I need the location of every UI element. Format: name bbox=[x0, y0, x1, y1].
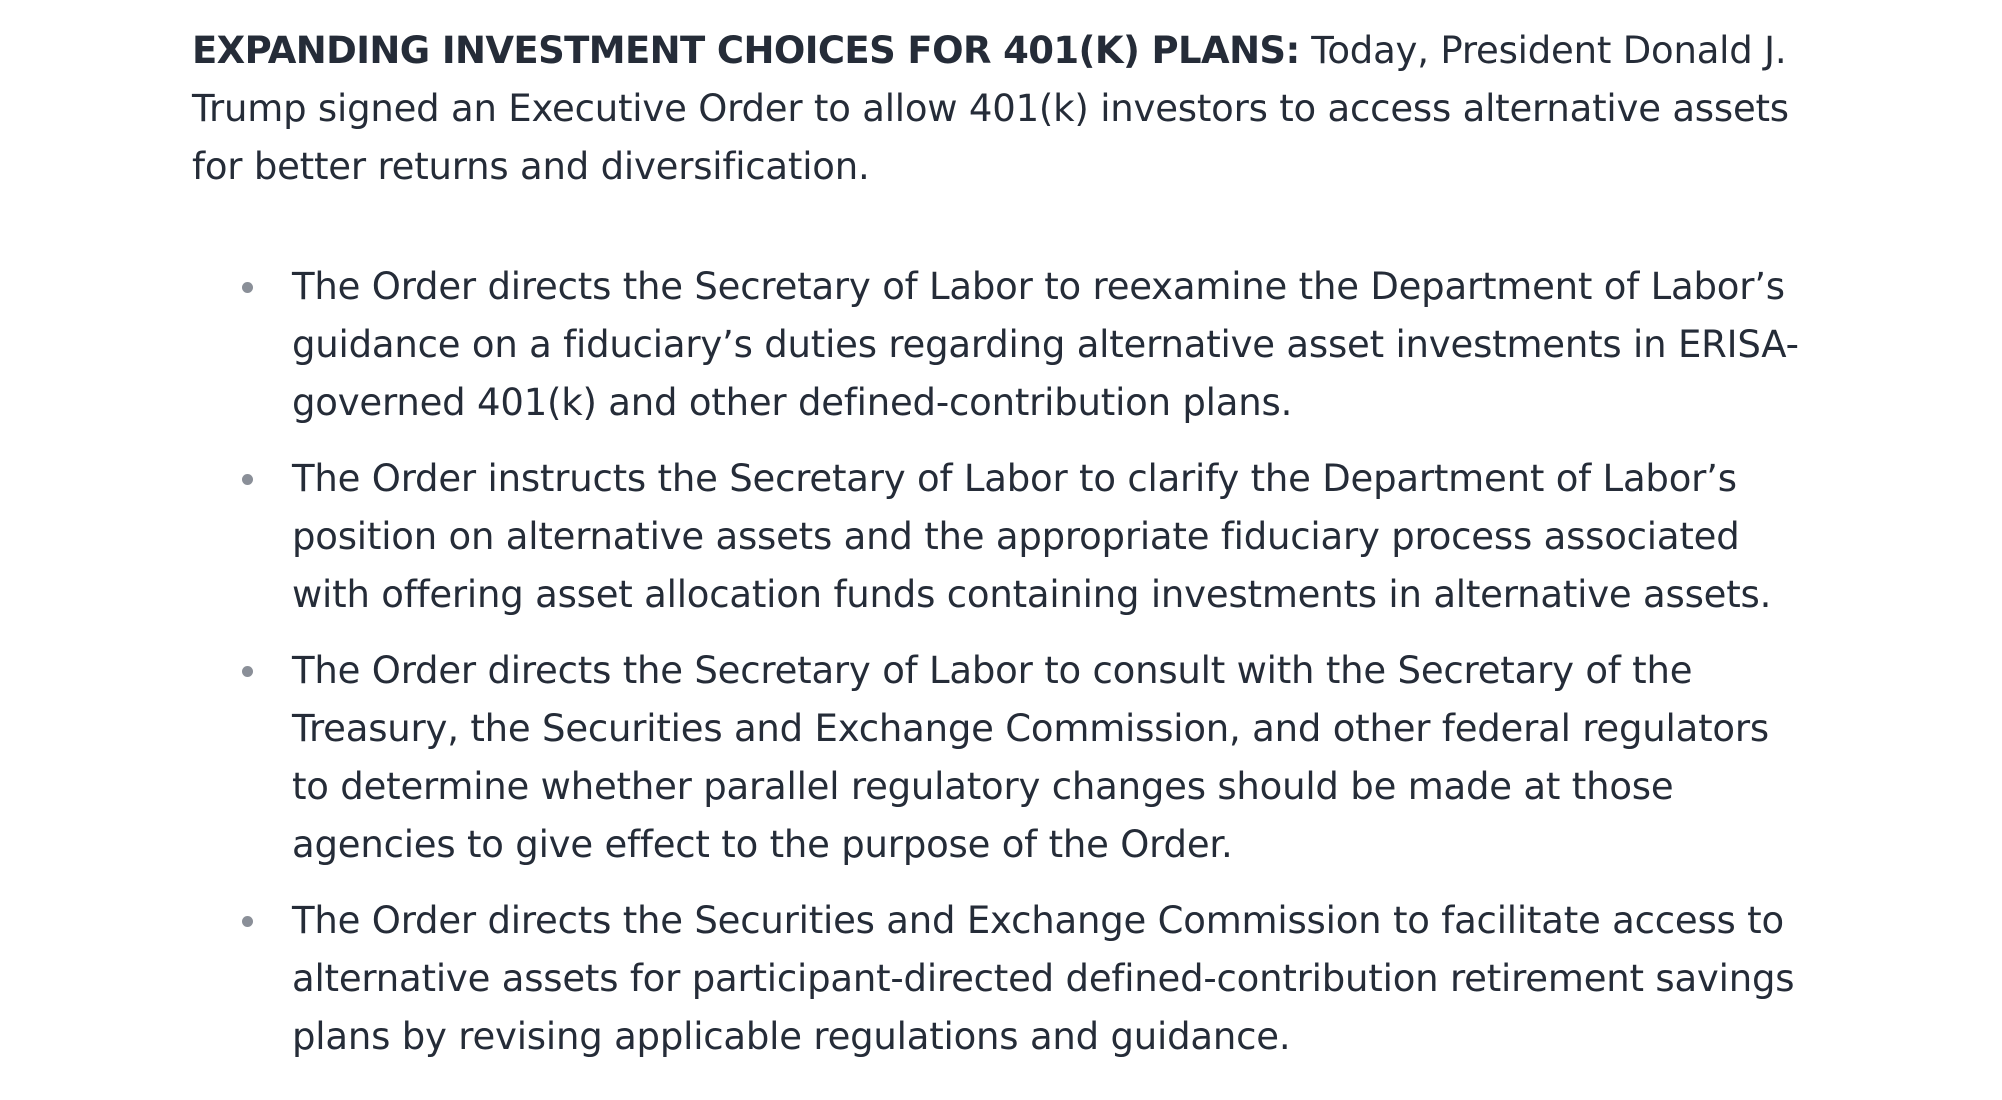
fact-sheet-section bbox=[192, 22, 1812, 1084]
intro-text: Today, President Donald J. Trump signed an Executive Order to allow 401(k) investors to access alternative assets for better returns and diversification. bbox=[192, 29, 1789, 188]
bullet-icon bbox=[242, 666, 253, 677]
list-item-text: The Order instructs the Secretary of Labor to clarify the Department of Labor’s position on alternative assets and the appropriate fiduciary process associated with offering asset allocation funds containing investments in alternative assets. bbox=[292, 457, 1772, 616]
list-item-text: The Order directs the Secretary of Labor to consult with the Secretary of the Treasury, the Securities and Exchange Commission, and other federal regulators to determine whether parallel regulatory changes should be made at those agencies to give effect to the purpose of the Order. bbox=[292, 649, 1769, 866]
bullet-icon bbox=[242, 474, 253, 485]
bullet-icon bbox=[242, 916, 253, 927]
list-item bbox=[192, 642, 1812, 874]
list-item-text: The Order directs the Secretary of Labor to reexamine the Department of Labor’s guidance on a fiduciary’s duties regarding alternative asset investments in ERISA-governed 401(k) and other defined-contribution plans. bbox=[292, 265, 1799, 424]
intro-paragraph bbox=[192, 22, 1812, 196]
list-item bbox=[192, 450, 1812, 624]
bullet-list bbox=[192, 258, 1812, 1066]
bullet-icon bbox=[242, 282, 253, 293]
list-item bbox=[192, 258, 1812, 432]
list-item-text: The Order directs the Securities and Exchange Commission to facilitate access to alternative assets for participant-directed defined-contribution retirement savings plans by revising applicable regulations and guidance. bbox=[292, 899, 1795, 1058]
list-item bbox=[192, 892, 1812, 1066]
section-heading: EXPANDING INVESTMENT CHOICES FOR 401(K) PLANS: bbox=[192, 29, 1300, 72]
